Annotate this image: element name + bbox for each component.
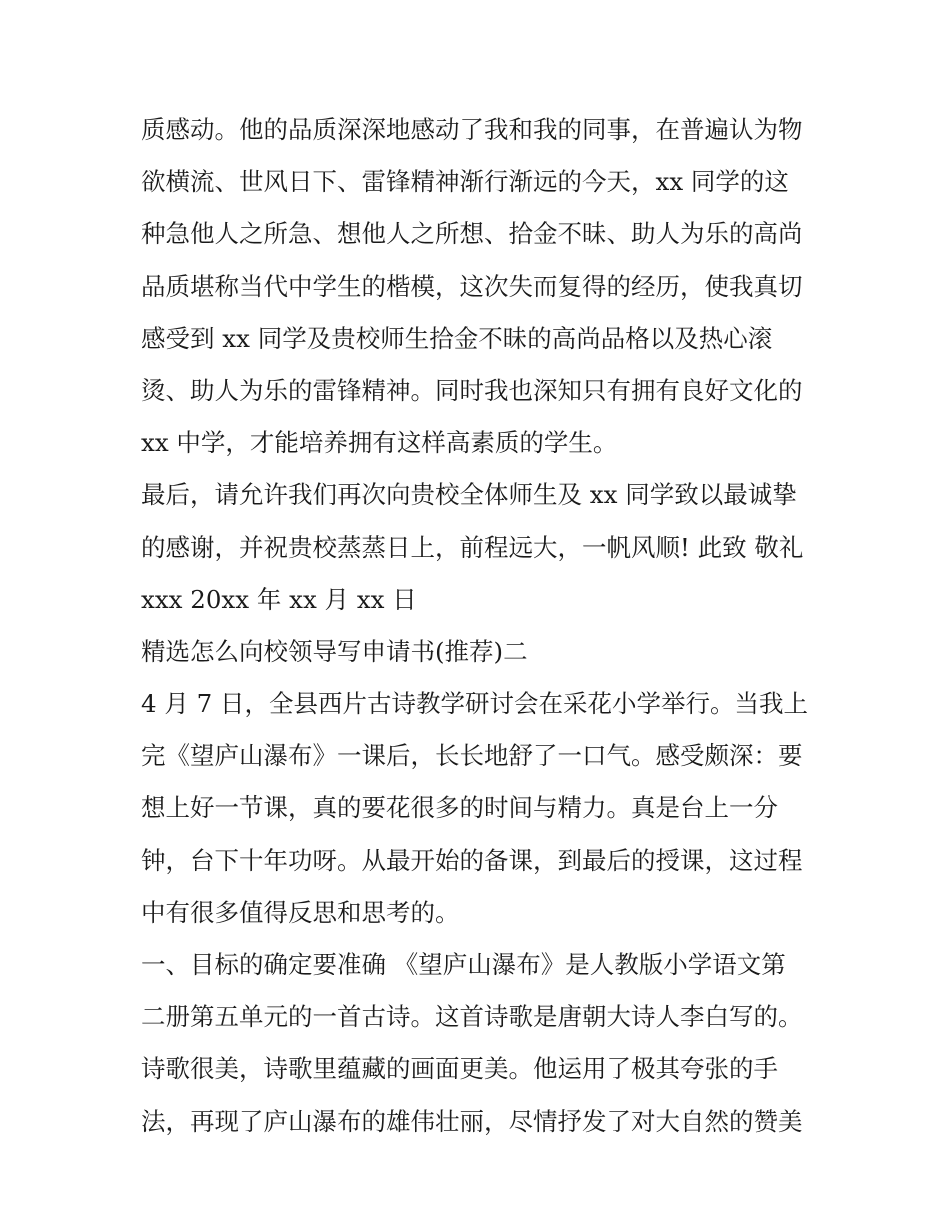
text-line: 完《望庐山瀑布》一课后，长长地舒了一口气。感受颇深：要 [141, 741, 803, 771]
text-line: 钟，台下十年功呀。从最开始的备课，到最后的授课，这过程 [141, 845, 803, 875]
text-line: 的感谢，并祝贵校蒸蒸日上，前程远大，一帆风顺! 此致 敬礼 [141, 532, 804, 562]
text-line: 一、目标的确定要准确 《望庐山瀑布》是人教版小学语文第 [141, 950, 786, 979]
text-line: 烫、助人为乐的雷锋精神。同时我也深知只有拥有良好文化的 [141, 375, 803, 405]
text-line: 感受到 xx 同学及贵校师生拾金不昧的高尚品格以及热心滚 [141, 323, 773, 353]
text-line: 种急他人之所急、想他人之所想、拾金不昧、助人为乐的高尚 [141, 219, 803, 249]
text-line: 欲横流、世风日下、雷锋精神渐行渐远的今天，xx 同学的这 [141, 167, 789, 197]
text-line: 想上好一节课，真的要花很多的时间与精力。真是台上一分 [141, 793, 778, 823]
text-line: 最后，请允许我们再次向贵校全体师生及 xx 同学致以最诚挚 [141, 480, 797, 510]
text-line: 质感动。他的品质深深地感动了我和我的同事，在普遍认为物 [141, 115, 803, 144]
text-line: 中有很多值得反思和思考的。 [141, 897, 460, 927]
document-body [141, 104, 821, 1148]
text-line: 品质堪称当代中学生的楷模，这次失而复得的经历，使我真切 [141, 271, 803, 301]
text-line: 法，再现了庐山瀑布的雄伟壮丽，尽情抒发了对大自然的赞美 [141, 1106, 803, 1136]
text-line: xx 中学，才能培养拥有这样高素质的学生。 [141, 428, 618, 458]
signature-date-line: xxx 20xx 年 xx 月 xx 日 [141, 584, 417, 614]
text-line: 二册第五单元的一首古诗。这首诗歌是唐朝大诗人李白写的。 [141, 1002, 803, 1032]
text-line: 诗歌很美，诗歌里蕴藏的画面更美。他运用了极其夸张的手 [141, 1054, 778, 1084]
text-line: 4 月 7 日，全县西片古诗教学研讨会在采花小学举行。当我上 [141, 689, 809, 719]
section-title: 精选怎么向校领导写申请书(推荐)二 [141, 636, 528, 666]
